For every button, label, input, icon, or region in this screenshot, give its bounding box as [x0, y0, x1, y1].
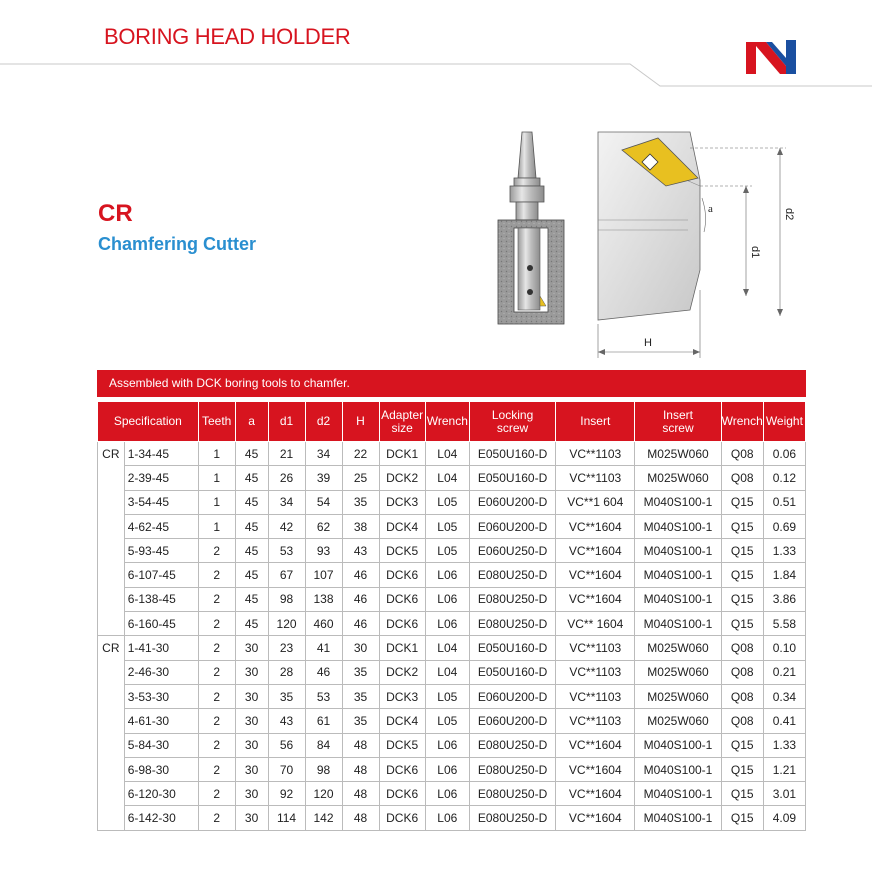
table-cell: 2: [198, 612, 235, 636]
table-cell: 45: [235, 587, 268, 611]
table-cell: DCK1: [379, 636, 425, 660]
table-cell: 2: [198, 539, 235, 563]
d2-label: d2: [783, 208, 795, 221]
table-cell: 34: [268, 490, 305, 514]
table-cell: L05: [425, 684, 469, 708]
table-row: [98, 563, 806, 587]
table-cell: 35: [342, 490, 379, 514]
table-cell: DCK2: [379, 660, 425, 684]
table-cell: 54: [305, 490, 342, 514]
table-cell: 61: [305, 709, 342, 733]
table-cell: 114: [268, 806, 305, 830]
table-cell: M025W060: [635, 466, 721, 490]
table-cell: 1-34-45: [124, 442, 198, 466]
table-cell: Q08: [721, 684, 763, 708]
table-cell: 23: [268, 636, 305, 660]
table-cell: Q15: [721, 587, 763, 611]
table-cell: 2-46-30: [124, 660, 198, 684]
product-code: CR: [98, 200, 133, 227]
table-cell: 30: [235, 636, 268, 660]
table-cell: M025W060: [635, 636, 721, 660]
table-cell: 6-107-45: [124, 563, 198, 587]
col-header: H: [342, 402, 379, 442]
table-cell: 3-53-30: [124, 684, 198, 708]
table-cell: 45: [235, 466, 268, 490]
table-cell: L04: [425, 442, 469, 466]
table-cell: Q15: [721, 514, 763, 538]
table-cell: VC** 1604: [556, 612, 635, 636]
col-header: Weight: [763, 402, 805, 442]
table-row: [98, 806, 806, 830]
table-cell: 0.12: [763, 466, 805, 490]
table-cell: 5-84-30: [124, 733, 198, 757]
table-cell: DCK6: [379, 587, 425, 611]
table-cell: 35: [268, 684, 305, 708]
table-cell: 2: [198, 684, 235, 708]
table-cell: VC**1103: [556, 709, 635, 733]
table-cell: 2: [198, 563, 235, 587]
col-header: a: [235, 402, 268, 442]
H-label: H: [644, 337, 652, 349]
table-cell: 45: [235, 612, 268, 636]
table-cell: L04: [425, 660, 469, 684]
table-cell: VC**1604: [556, 757, 635, 781]
table-cell: Q15: [721, 733, 763, 757]
table-cell: 120: [305, 782, 342, 806]
table-cell: 0.41: [763, 709, 805, 733]
table-cell: E050U160-D: [469, 660, 555, 684]
d1-label: d1: [749, 246, 761, 259]
table-cell: 45: [235, 563, 268, 587]
angle-label: a: [708, 203, 713, 215]
table-cell: 45: [235, 442, 268, 466]
table-cell: 2: [198, 806, 235, 830]
table-cell: 48: [342, 733, 379, 757]
table-cell: M040S100-1: [635, 782, 721, 806]
table-cell: 46: [342, 563, 379, 587]
table-cell: Q15: [721, 782, 763, 806]
table-cell: L05: [425, 539, 469, 563]
table-cell: 30: [235, 684, 268, 708]
table-cell: Q15: [721, 563, 763, 587]
table-cell: 41: [305, 636, 342, 660]
table-row: [98, 636, 806, 660]
spec-table: [97, 401, 806, 831]
table-cell: 5.58: [763, 612, 805, 636]
table-cell: 30: [235, 757, 268, 781]
table-cell: 4-62-45: [124, 514, 198, 538]
table-row: [98, 466, 806, 490]
table-cell: M040S100-1: [635, 587, 721, 611]
table-cell: E060U200-D: [469, 514, 555, 538]
table-cell: E060U200-D: [469, 490, 555, 514]
table-cell: L06: [425, 782, 469, 806]
table-cell: M040S100-1: [635, 490, 721, 514]
col-header: Teeth: [198, 402, 235, 442]
table-cell: 6-120-30: [124, 782, 198, 806]
table-cell: 98: [305, 757, 342, 781]
table-cell: 138: [305, 587, 342, 611]
table-cell: 46: [342, 612, 379, 636]
table-cell: E080U250-D: [469, 733, 555, 757]
table-cell: E050U160-D: [469, 466, 555, 490]
table-cell: 1: [198, 490, 235, 514]
table-cell: 92: [268, 782, 305, 806]
table-cell: Q15: [721, 806, 763, 830]
table-cell: 45: [235, 490, 268, 514]
table-cell: 46: [305, 660, 342, 684]
table-cell: 1.33: [763, 539, 805, 563]
table-cell: E080U250-D: [469, 806, 555, 830]
table-cell: DCK3: [379, 684, 425, 708]
table-cell: 62: [305, 514, 342, 538]
table-cell: Q08: [721, 442, 763, 466]
table-cell: 3-54-45: [124, 490, 198, 514]
table-cell: 1: [198, 466, 235, 490]
table-cell: VC**1 604: [556, 490, 635, 514]
table-row: [98, 539, 806, 563]
table-cell: VC**1103: [556, 660, 635, 684]
table-cell: Q08: [721, 660, 763, 684]
table-header-row: [98, 402, 806, 442]
table-cell: 35: [342, 684, 379, 708]
table-cell: L04: [425, 636, 469, 660]
table-cell: 45: [235, 539, 268, 563]
col-header: Adapter size: [379, 402, 425, 442]
table-cell: M040S100-1: [635, 612, 721, 636]
brand-logo: [742, 36, 808, 76]
table-cell: L04: [425, 466, 469, 490]
table-cell: VC**1604: [556, 539, 635, 563]
group-label: CR: [98, 636, 125, 830]
table-cell: E080U250-D: [469, 587, 555, 611]
table-cell: 28: [268, 660, 305, 684]
table-cell: DCK5: [379, 539, 425, 563]
table-body: [98, 442, 806, 831]
table-cell: 2: [198, 709, 235, 733]
table-cell: E060U200-D: [469, 684, 555, 708]
table-cell: 4-61-30: [124, 709, 198, 733]
table-cell: 1.33: [763, 733, 805, 757]
table-cell: 30: [342, 636, 379, 660]
table-cell: 2: [198, 757, 235, 781]
table-cell: DCK3: [379, 490, 425, 514]
table-cell: 2-39-45: [124, 466, 198, 490]
table-cell: 48: [342, 782, 379, 806]
table-cell: DCK6: [379, 782, 425, 806]
table-cell: 6-138-45: [124, 587, 198, 611]
table-row: [98, 612, 806, 636]
table-cell: Q08: [721, 636, 763, 660]
table-cell: VC**1604: [556, 782, 635, 806]
table-cell: 3.01: [763, 782, 805, 806]
table-cell: 98: [268, 587, 305, 611]
table-cell: 21: [268, 442, 305, 466]
table-cell: L06: [425, 733, 469, 757]
table-cell: 30: [235, 782, 268, 806]
table-cell: 4.09: [763, 806, 805, 830]
table-row: [98, 733, 806, 757]
table-cell: 35: [342, 660, 379, 684]
table-cell: 2: [198, 660, 235, 684]
table-cell: 107: [305, 563, 342, 587]
table-cell: 2: [198, 733, 235, 757]
table-cell: DCK6: [379, 806, 425, 830]
table-cell: 48: [342, 806, 379, 830]
table-row: [98, 587, 806, 611]
table-cell: 56: [268, 733, 305, 757]
table-cell: 6-142-30: [124, 806, 198, 830]
table-cell: VC**1103: [556, 466, 635, 490]
col-header: d2: [305, 402, 342, 442]
table-cell: L05: [425, 490, 469, 514]
table-cell: M040S100-1: [635, 539, 721, 563]
table-cell: 1.84: [763, 563, 805, 587]
table-cell: 0.69: [763, 514, 805, 538]
table-cell: 120: [268, 612, 305, 636]
group-label: CR: [98, 442, 125, 636]
table-cell: 0.06: [763, 442, 805, 466]
col-header: d1: [268, 402, 305, 442]
table-cell: 45: [235, 514, 268, 538]
table-banner: Assembled with DCK boring tools to chamfer.: [97, 370, 806, 397]
col-header: Wrench: [721, 402, 763, 442]
table-cell: 67: [268, 563, 305, 587]
table-cell: 30: [235, 806, 268, 830]
technical-drawing: [490, 120, 810, 365]
table-cell: E080U250-D: [469, 612, 555, 636]
col-header: Locking screw: [469, 402, 555, 442]
table-row: [98, 757, 806, 781]
table-cell: M025W060: [635, 684, 721, 708]
cutter-view: [598, 132, 795, 358]
table-cell: 0.34: [763, 684, 805, 708]
table-cell: 34: [305, 442, 342, 466]
table-cell: E050U160-D: [469, 636, 555, 660]
table-cell: VC**1103: [556, 684, 635, 708]
table-cell: DCK4: [379, 709, 425, 733]
table-cell: DCK4: [379, 514, 425, 538]
table-cell: E080U250-D: [469, 782, 555, 806]
table-cell: 26: [268, 466, 305, 490]
table-cell: 43: [268, 709, 305, 733]
table-cell: Q15: [721, 757, 763, 781]
table-cell: 1.21: [763, 757, 805, 781]
table-cell: DCK6: [379, 612, 425, 636]
table-cell: 3.86: [763, 587, 805, 611]
table-cell: VC**1604: [556, 514, 635, 538]
table-cell: 48: [342, 757, 379, 781]
col-header: Insert screw: [635, 402, 721, 442]
page-title: BORING HEAD HOLDER: [104, 24, 351, 49]
table-cell: DCK6: [379, 757, 425, 781]
table-cell: Q15: [721, 612, 763, 636]
table-cell: M025W060: [635, 442, 721, 466]
table-cell: Q08: [721, 466, 763, 490]
table-cell: 38: [342, 514, 379, 538]
table-cell: VC**1604: [556, 563, 635, 587]
table-cell: E050U160-D: [469, 442, 555, 466]
table-cell: L06: [425, 563, 469, 587]
table-row: [98, 684, 806, 708]
table-cell: 30: [235, 733, 268, 757]
table-cell: M040S100-1: [635, 757, 721, 781]
table-cell: 2: [198, 587, 235, 611]
table-cell: E080U250-D: [469, 757, 555, 781]
table-row: [98, 709, 806, 733]
table-cell: M040S100-1: [635, 806, 721, 830]
table-cell: VC**1103: [556, 442, 635, 466]
table-cell: Q08: [721, 709, 763, 733]
table-cell: 93: [305, 539, 342, 563]
table-cell: 25: [342, 466, 379, 490]
table-cell: Q15: [721, 539, 763, 563]
table-cell: 1: [198, 514, 235, 538]
table-cell: L06: [425, 757, 469, 781]
table-cell: M040S100-1: [635, 563, 721, 587]
product-name: Chamfering Cutter: [98, 234, 257, 254]
table-row: [98, 782, 806, 806]
table-cell: 460: [305, 612, 342, 636]
table-cell: M025W060: [635, 660, 721, 684]
assembly-view: [498, 132, 564, 324]
table-row: [98, 442, 806, 466]
table-cell: L06: [425, 806, 469, 830]
table-row: [98, 514, 806, 538]
table-cell: DCK6: [379, 563, 425, 587]
table-cell: M040S100-1: [635, 514, 721, 538]
table-cell: M025W060: [635, 709, 721, 733]
table-cell: L05: [425, 514, 469, 538]
table-cell: E060U250-D: [469, 539, 555, 563]
table-cell: 43: [342, 539, 379, 563]
table-cell: E060U200-D: [469, 709, 555, 733]
table-cell: 53: [268, 539, 305, 563]
col-header: Insert: [556, 402, 635, 442]
table-cell: 30: [235, 709, 268, 733]
table-cell: 6-98-30: [124, 757, 198, 781]
table-cell: 0.10: [763, 636, 805, 660]
table-cell: VC**1103: [556, 636, 635, 660]
table-cell: L06: [425, 612, 469, 636]
table-cell: M040S100-1: [635, 733, 721, 757]
table-cell: VC**1604: [556, 806, 635, 830]
table-cell: 53: [305, 684, 342, 708]
col-header: Wrench: [425, 402, 469, 442]
table-cell: 22: [342, 442, 379, 466]
table-cell: 2: [198, 782, 235, 806]
table-cell: 6-160-45: [124, 612, 198, 636]
table-cell: VC**1604: [556, 733, 635, 757]
table-cell: 70: [268, 757, 305, 781]
table-cell: 0.21: [763, 660, 805, 684]
table-cell: VC**1604: [556, 587, 635, 611]
table-cell: 1: [198, 442, 235, 466]
table-cell: 0.51: [763, 490, 805, 514]
col-header: Specification: [98, 402, 199, 442]
table-cell: 30: [235, 660, 268, 684]
table-cell: 5-93-45: [124, 539, 198, 563]
table-cell: 1-41-30: [124, 636, 198, 660]
table-cell: L05: [425, 709, 469, 733]
table-cell: DCK2: [379, 466, 425, 490]
table-cell: 142: [305, 806, 342, 830]
table-cell: L06: [425, 587, 469, 611]
table-row: [98, 660, 806, 684]
table-row: [98, 490, 806, 514]
table-cell: 35: [342, 709, 379, 733]
table-cell: DCK1: [379, 442, 425, 466]
table-cell: E080U250-D: [469, 563, 555, 587]
table-cell: 39: [305, 466, 342, 490]
table-cell: DCK5: [379, 733, 425, 757]
table-cell: 2: [198, 636, 235, 660]
table-cell: Q15: [721, 490, 763, 514]
table-cell: 42: [268, 514, 305, 538]
table-cell: 46: [342, 587, 379, 611]
table-cell: 84: [305, 733, 342, 757]
